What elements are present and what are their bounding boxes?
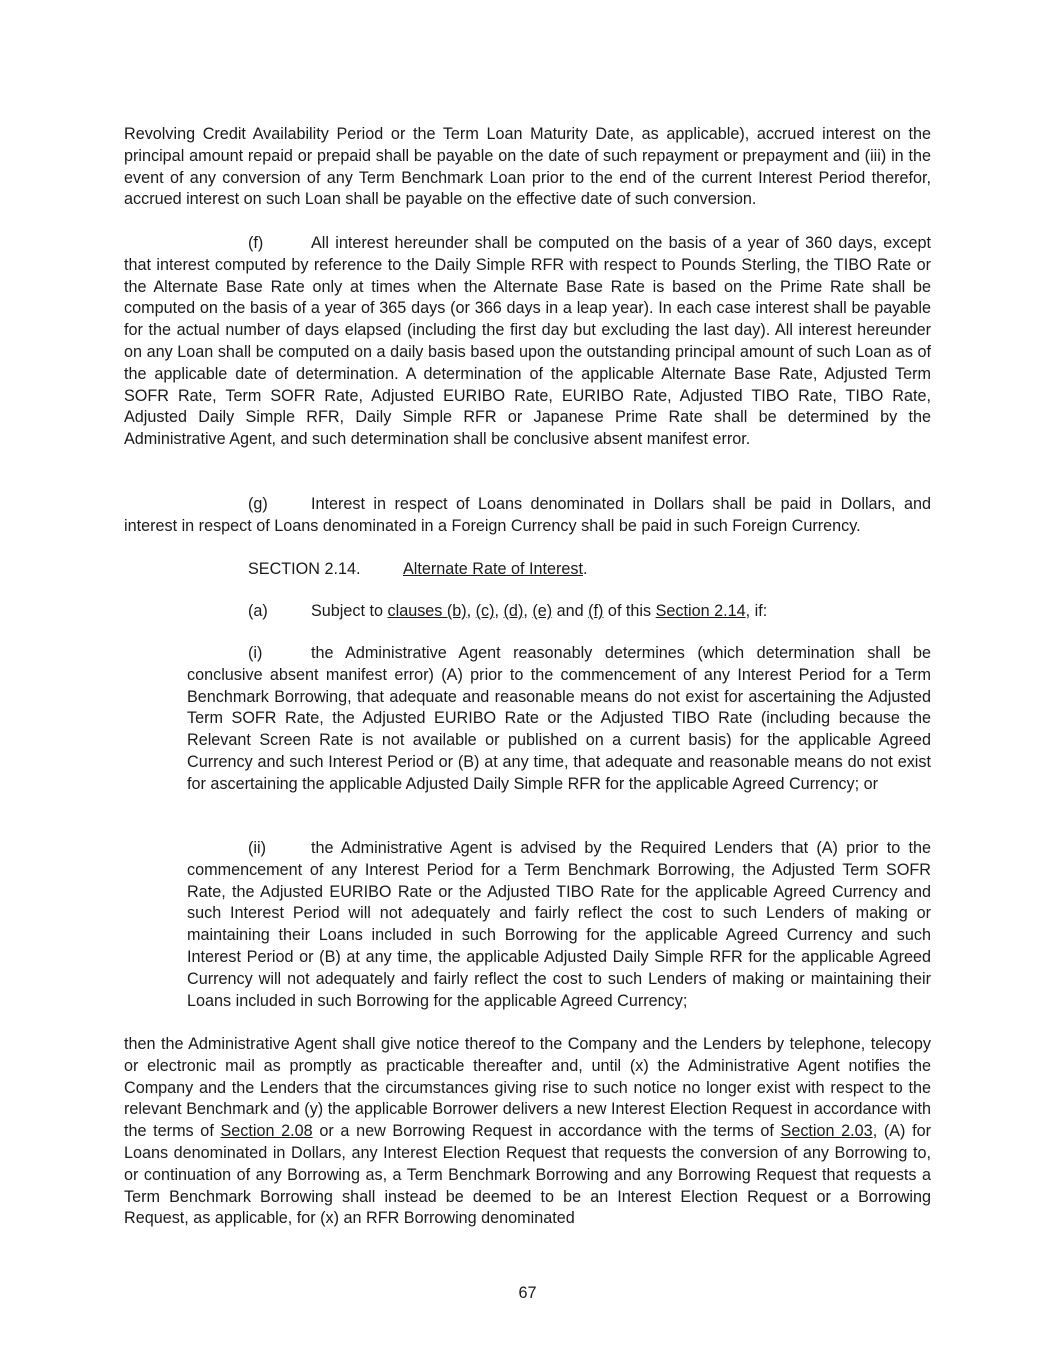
paragraph-carryover-text: Revolving Credit Availability Period or the Term Loan Maturity Date, as applicable), accrued interest on the principal amount repaid or prepaid shall be payable on the date of such repayment or prepayment and (iii) in the event of any conversion of any Term Benchmark Loan prior to the end of the current Interest Period therefor, accrued interest on such Loan shall be payable on the effective date of such conversion. — [124, 125, 931, 209]
clause-b-reference[interactable]: clauses (b) — [387, 602, 467, 620]
page-number: 67 — [518, 1284, 537, 1302]
paragraph-a — [248, 601, 767, 623]
section-2-03-reference[interactable]: Section 2.03 — [780, 1122, 873, 1141]
clause-f-reference[interactable]: (f) — [588, 602, 604, 620]
paragraph-ii-label: (ii) — [248, 839, 266, 857]
section-heading — [248, 559, 587, 581]
clause-c-reference[interactable]: (c) — [475, 602, 495, 620]
paragraph-f-text: All interest hereunder shall be computed on the basis of a year of 360 days, except that interest computed by reference to the Daily Simple RFR with respect to Pounds Sterling, the TIBO Rate or the Alternate Base Rate only at times when the Alternate Base Rate is based on the Prime Rate shall be computed on the basis of a year of 365 days (or 366 days in a leap year). In each case interest shall be payable for the actual number of days elapsed (including the first day but excluding the last day). All interest hereunder on any Loan shall be computed on a daily basis based upon the outstanding principal amount of such Loan as of the applicable date of determination. A determination of the applicable Alternate Base Rate, Adjusted Term SOFR Rate, Term SOFR Rate, Adjusted EURIBO Rate, EURIBO Rate, Adjusted TIBO Rate, TIBO Rate, Adjusted Daily Simple RFR, Daily Simple RFR or Japanese Prime Rate shall be determined by the Administrative Agent, and such determination shall be conclusive absent manifest error. — [124, 234, 931, 449]
paragraph-i-text: the Administrative Agent reasonably determines (which determination shall be conclusive absent manifest error) (A) prior to the commencement of any Interest Period for a Term Benchmark Borrowing, that adequate and reasonable means do not exist for ascertaining the Adjusted Term SOFR Rate, the Adjusted EURIBO Rate or the Adjusted TIBO Rate (including because the Relevant Screen Rate is not available or published on a current basis) for the applicable Agreed Currency and such Interest Period or (B) at any time, that adequate and reasonable means do not exist for ascertaining the applicable Adjusted Daily Simple RFR for the applicable Agreed Currency; or — [187, 644, 931, 793]
paragraph-a-middle: of this — [603, 602, 656, 620]
paragraph-g-label: (g) — [248, 495, 268, 513]
section-number: SECTION 2.14. — [248, 560, 361, 578]
section-2-14-reference[interactable]: Section 2.14 — [655, 602, 746, 620]
section-title-period: . — [582, 560, 588, 578]
paragraph-ii — [187, 838, 931, 1012]
paragraph-a-suffix: , if: — [745, 602, 768, 620]
paragraph-i — [187, 643, 931, 796]
paragraph-carryover — [124, 124, 931, 211]
paragraph-then — [124, 1034, 931, 1230]
separator: , — [523, 602, 533, 620]
paragraph-g-text: Interest in respect of Loans denominated in Dollars shall be paid in Dollars, and interest in respect of Loans denominated in a Foreign Currency shall be paid in such Foreign Currency. — [124, 495, 931, 535]
separator: , — [494, 602, 504, 620]
paragraph-then-part3: , (A) for Loans denominated in Dollars, any Interest Election Request that requests the conversion of any Borrowing to, or continuation of any Borrowing as, a Term Benchmark Borrowing and any Borrowing Request that requests a Term Benchmark Borrowing shall instead be deemed to be an Interest Election Request or a Borrowing Request, as applicable, for (x) an RFR Borrowing denominated — [124, 1122, 931, 1228]
section-2-08-reference[interactable]: Section 2.08 — [220, 1122, 313, 1141]
paragraph-a-label: (a) — [248, 602, 268, 620]
clause-e-reference[interactable]: (e) — [532, 602, 553, 620]
clause-d-reference[interactable]: (d) — [503, 602, 524, 620]
paragraph-g — [124, 494, 931, 538]
paragraph-a-prefix: Subject to — [311, 602, 388, 620]
paragraph-ii-text: the Administrative Agent is advised by the Required Lenders that (A) prior to the commencement of any Interest Period for a Term Benchmark Borrowing, the Adjusted Term SOFR Rate, the Adjusted EURIBO Rate or the Adjusted TIBO Rate for the applicable Agreed Currency and such Interest Period will not adequately and fairly reflect the cost to such Lenders of making or maintaining their Loans included in such Borrowing for the applicable Agreed Currency and such Interest Period or (B) at any time, the applicable Adjusted Daily Simple RFR for the applicable Agreed Currency will not adequately and fairly reflect the cost to such Lenders of making or maintaining their Loans included in such Borrowing for the applicable Agreed Currency; — [187, 839, 931, 1010]
paragraph-f — [124, 233, 931, 451]
separator: and — [552, 602, 589, 620]
paragraph-then-part2: or a new Borrowing Request in accordance with the terms of — [312, 1122, 781, 1141]
paragraph-i-label: (i) — [248, 644, 263, 662]
paragraph-then-part1: then the Administrative Agent shall give notice thereof to the Company and the Lenders by telephone, telecopy or electronic mail as promptly as practicable thereafter and, until (x) the Administrative Agent notifies the Company and the Lenders that the circumstances giving rise to such notice no longer exist with respect to the relevant Benchmark and (y) the applicable Borrower delivers a new Interest Election Request in accordance with the terms of — [124, 1035, 931, 1141]
section-title: Alternate Rate of Interest — [403, 560, 583, 578]
separator: , — [466, 602, 476, 620]
paragraph-f-label: (f) — [248, 234, 264, 252]
